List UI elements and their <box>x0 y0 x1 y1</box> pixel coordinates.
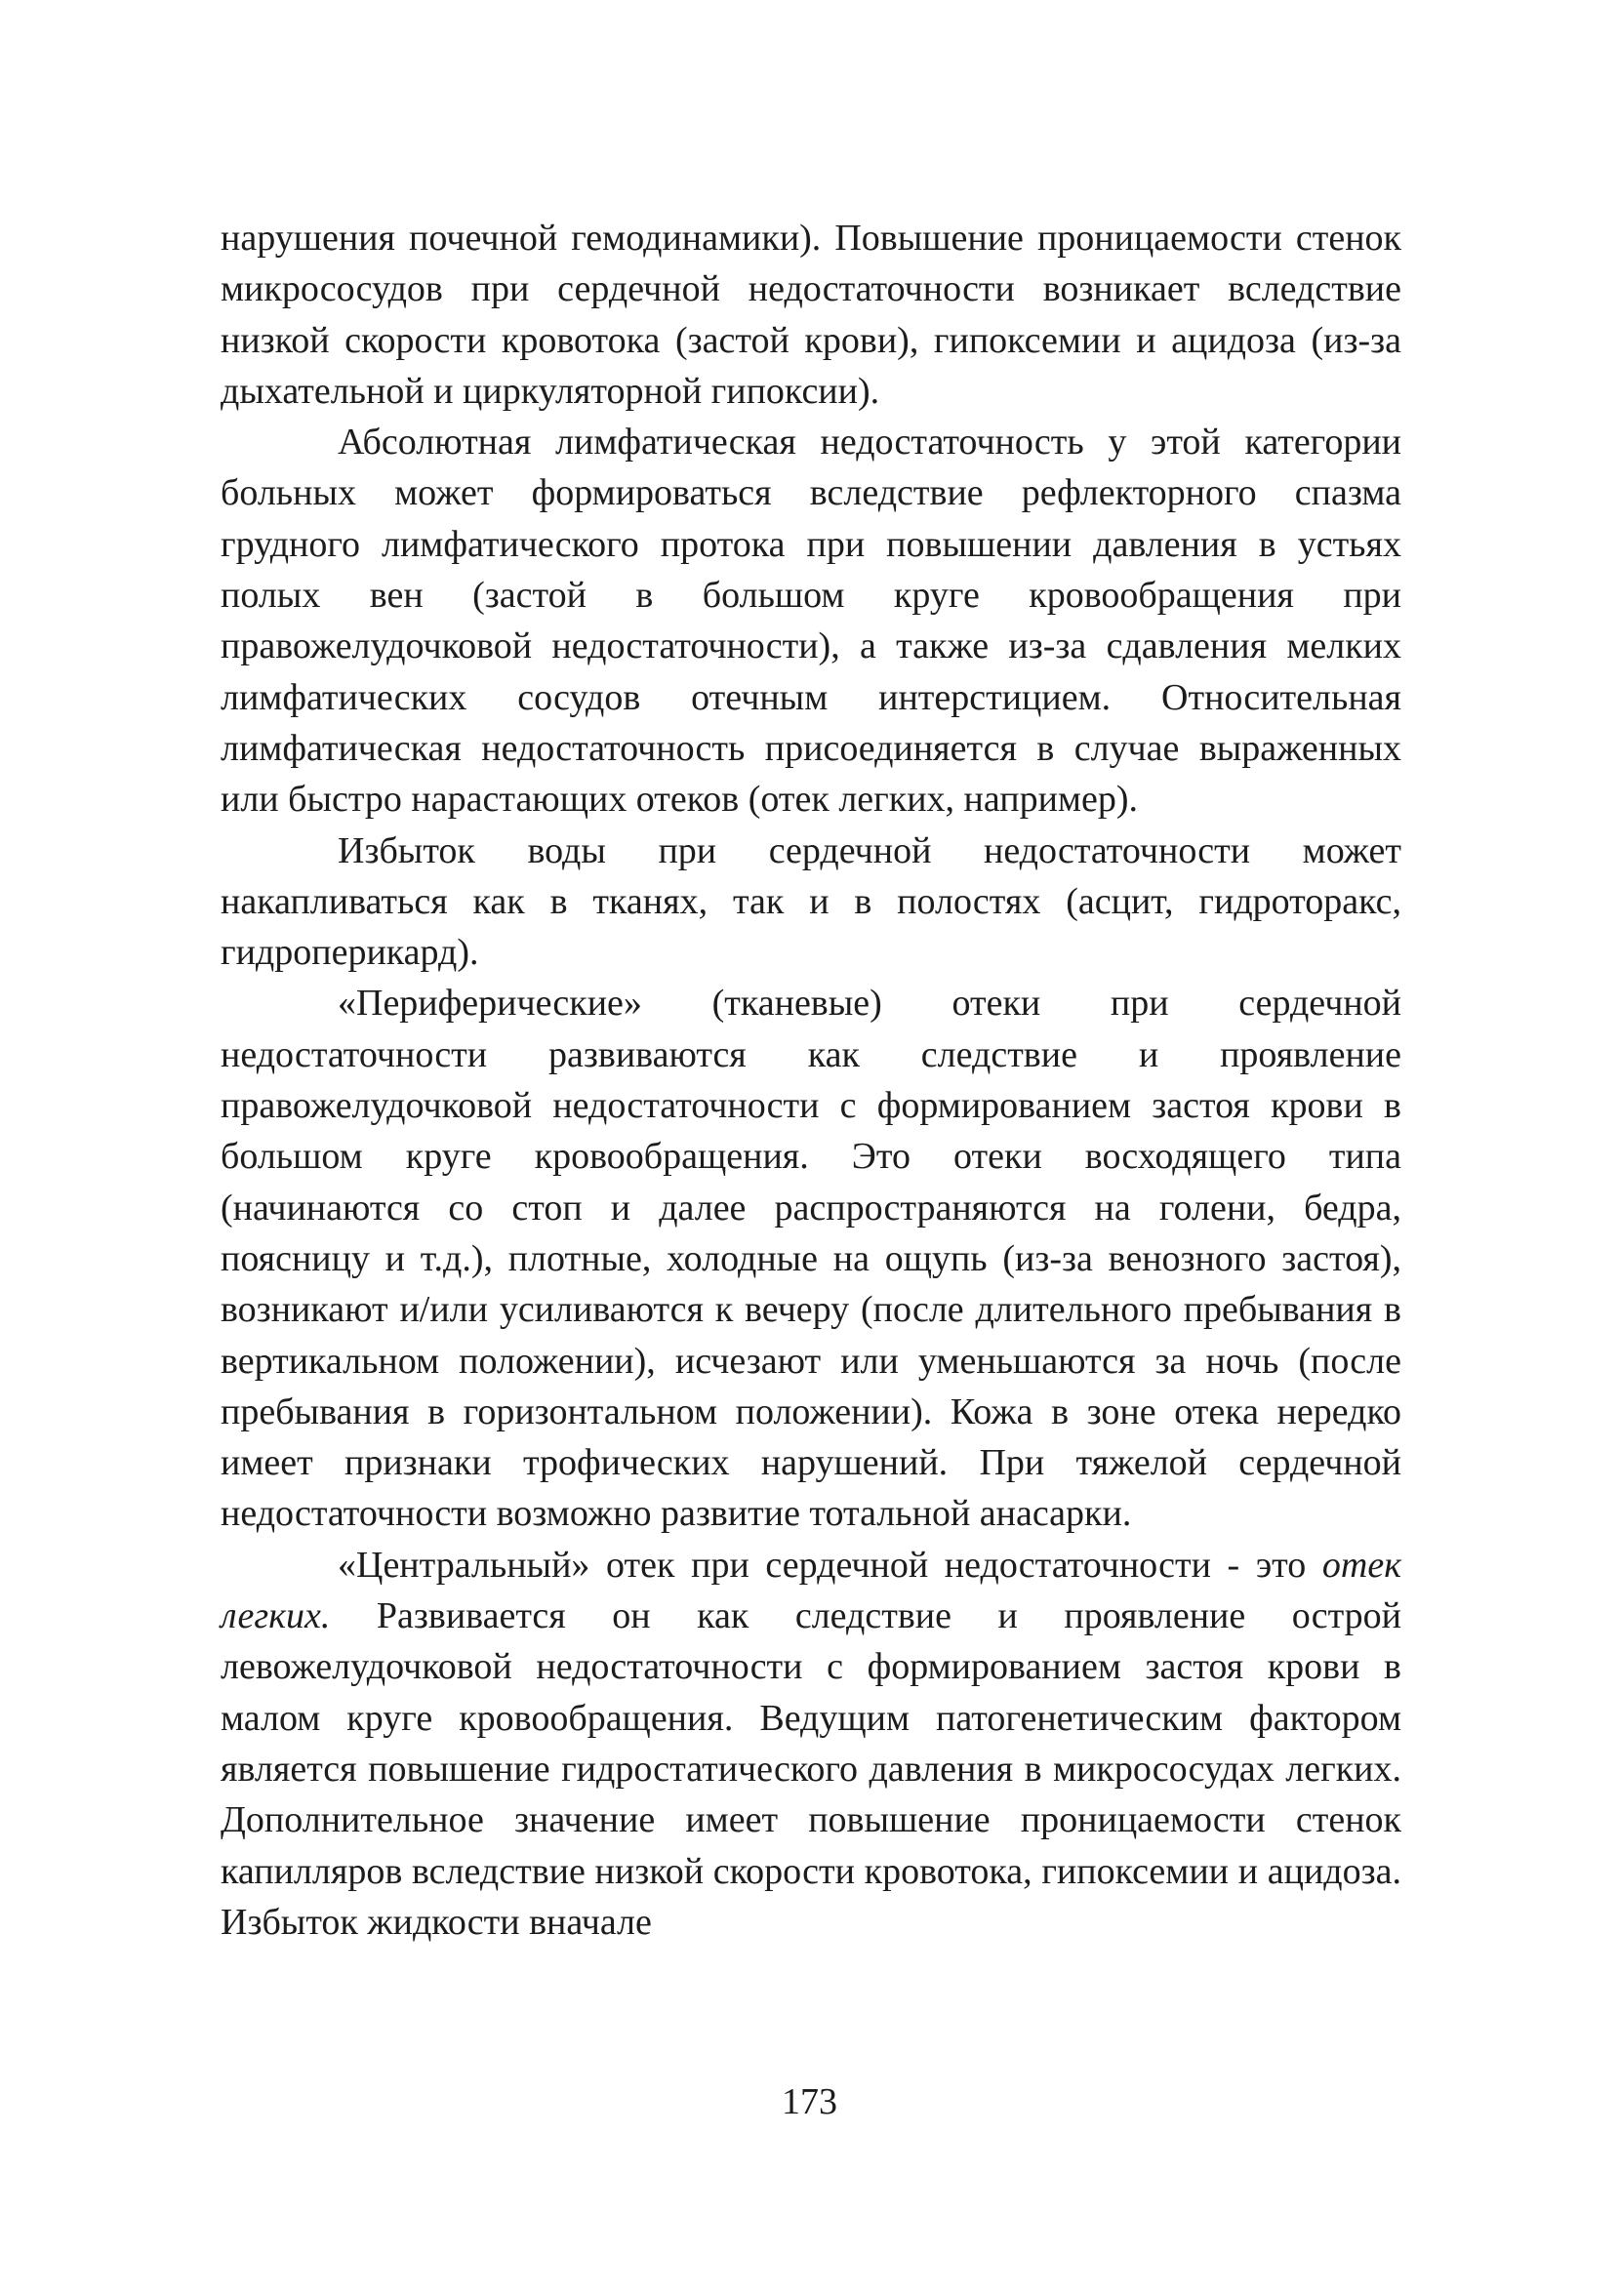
page-number: 173 <box>782 2081 837 2122</box>
paragraph-2: Абсолютная лимфатическая недостаточность у этой категории больных может формироваться вследствие рефлекторного спазма грудного лимфатического протока при повышении давления в устьях полых вен (застой в большом круге кровообращения при правожелудочковой недостаточности), а также из-за сдавления мелких лимфатических сосудов отечным интерстицием. Относительная лимфатическая недостаточность присоединяется в случае выраженных или быстро нарастающих отеков (отек легких, например). <box>221 422 1401 821</box>
paragraph-5 <box>221 1540 1401 1948</box>
paragraph-3: Избыток воды при сердечной недостаточности может накапливаться как в тканях, так и в полостях (асцит, гидроторакс, гидроперикард). <box>221 829 1401 974</box>
paragraph-5-rest: Развивается он как следствие и проявление острой левожелудочковой недостаточности с формированием застоя крови в малом круге кровообращения. Ведущим патогенетическим фактором является повышение гидростатического давления в микрососудах легких. Дополнительное значение имеет повышение проницаемости стенок капилляров вследствие низкой скорости кровотока, гипоксемии и ацидоза. Избыток жидкости вначале <box>221 1595 1401 1943</box>
italic-term: отек легких. <box>221 1544 1401 1637</box>
page-body <box>221 213 1401 1948</box>
paragraph-1: нарушения почечной гемодинамики). Повышение проницаемости стенок микрососудов при сердечной недостаточности возникает вследствие низкой скорости кровотока (застой крови), гипоксемии и ацидоза (из-за дыхательной и циркуляторной гипоксии). <box>221 218 1401 412</box>
paragraph-5-lead: «Центральный» отек при сердечной недостаточности - это <box>338 1544 1322 1586</box>
paragraph-4: «Периферические» (тканевые) отеки при сердечной недостаточности развиваются как следствие и проявление правожелудочковой недостаточности с формированием застоя крови в большом круге кровообращения. Это отеки восходящего типа (начинаются со стоп и далее распространяются на голени, бедра, поясницу и т.д.), плотные, холодные на ощупь (из-за венозного застоя), возникают и/или усиливаются к вечеру (после длительного пребывания в вертикальном положении), исчезают или уменьшаются за ночь (после пребывания в горизонтальном положении). Кожа в зоне отека нередко имеет признаки трофических нарушений. При тяжелой сердечной недостаточности возможно развитие тотальной анасарки. <box>221 983 1401 1535</box>
